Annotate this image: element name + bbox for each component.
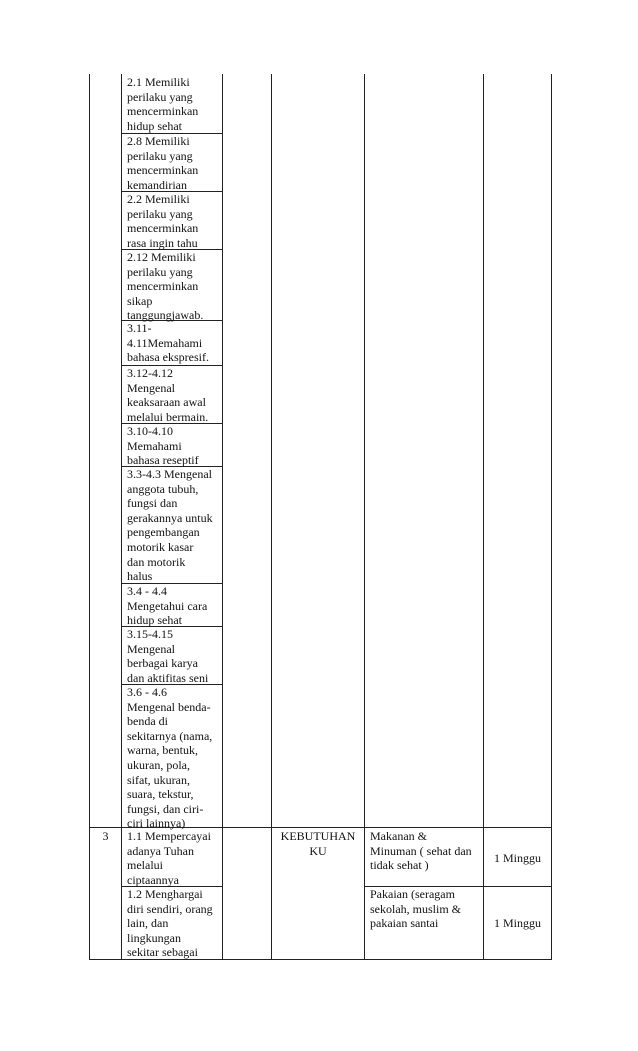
competency-cell: 3.4 - 4.4 Mengetahui cara hidup sehat [127,584,208,628]
subtheme-cell: Makanan & Minuman ( sehat dan tidak sehat ) [370,829,472,873]
competency-cell: 1.1 Mempercayai adanya Tuhan melalui ciptaannya [127,829,211,887]
theme-cell: KEBUTUHAN KU [280,829,356,858]
competency-cell: 3.3-4.3 Mengenal anggota tubuh, fungsi dan gerakannya untuk pengembangan motorik kasar dan motorik halus [127,467,213,584]
competency-cell: 3.12-4.12 Mengenal keaksaraan awal melalui bermain. [127,366,209,424]
competency-cell: 3.10-4.10 Memahami bahasa reseptif [127,424,199,468]
row-number: 3 [102,829,109,843]
competency-cell: 2.8 Memiliki perilaku yang mencerminkan kemandirian [127,134,199,192]
subtheme-cell: Pakaian (seragam sekolah, muslim & pakaian santai [370,887,461,931]
competency-cell: 3.11- 4.11Memahami bahasa ekspresif. [127,321,209,365]
competency-cell: 3.6 - 4.6 Mengenal benda- benda di sekitarnya (nama, warna, bentuk, ukuran, pola, sifat, ukuran, suara, tekstur, fungsi, dan ciri- ciri lainnya) [127,685,213,831]
time-allocation: 1 Minggu [493,916,541,930]
competency-cell: 2.2 Memiliki perilaku yang mencerminkan rasa ingin tahu [127,192,199,250]
competency-cell: 3.15-4.15 Mengenal berbagai karya dan aktifitas seni [127,627,209,685]
competency-cell: 2.12 Memiliki perilaku yang mencerminkan sikap tanggungjawab. [127,250,204,323]
time-allocation: 1 Minggu [493,851,541,865]
competency-cell: 1.2 Menghargai diri sendiri, orang lain, dan lingkungan sekitar sebagai [127,887,213,960]
competency-cell: 2.1 Memiliki perilaku yang mencerminkan hidup sehat [127,75,199,133]
